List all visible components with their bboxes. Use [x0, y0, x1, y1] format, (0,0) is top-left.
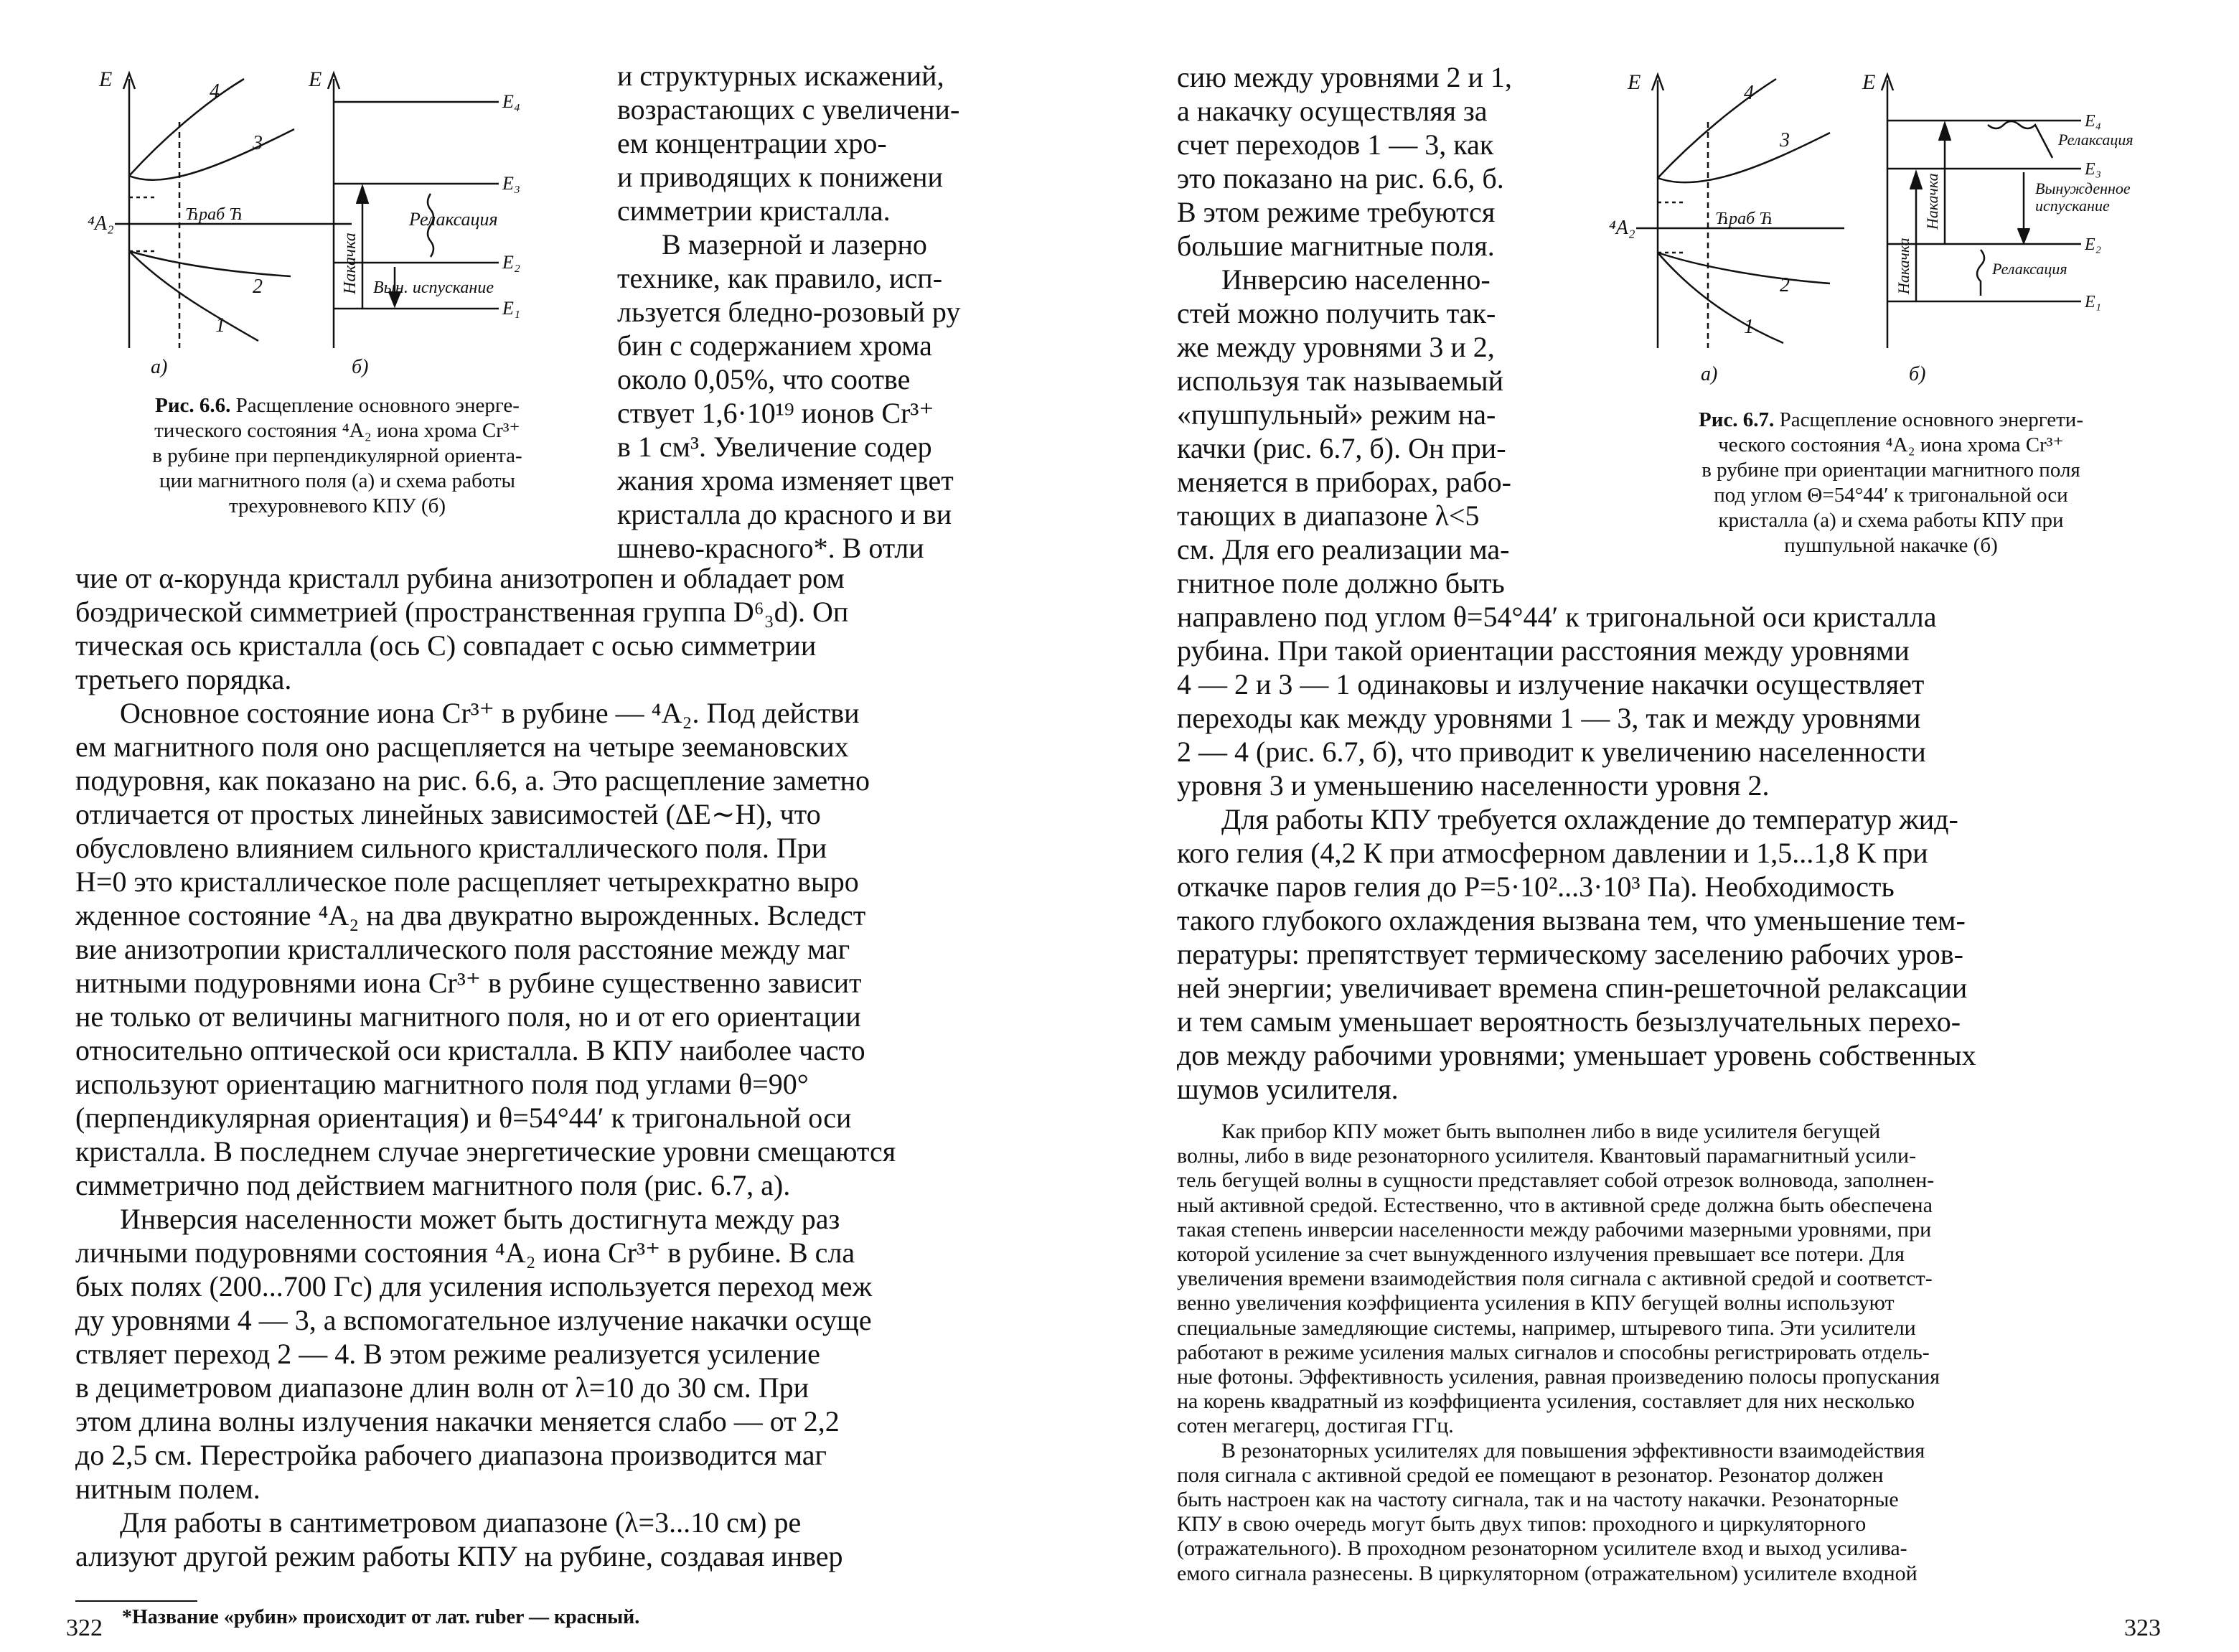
text-line: а накачку осуществляя за [1177, 95, 1488, 127]
text-line: ные фотоны. Эффективность усиления, равная произведению полосы пропускания [1177, 1365, 1940, 1389]
text-line: и структурных искажений, [617, 60, 944, 92]
text-line: направлено под углом θ=54°44′ к тригональной оси кристалла [1177, 601, 1937, 633]
field-label: Ћраб Ћ [185, 205, 243, 224]
text-line: тающих в диапазоне λ<5 [1177, 499, 1480, 532]
text-line: специальные замедляющие системы, например, штыревого типа. Эти усилители [1177, 1315, 1916, 1340]
text-line: поля сигнала с активной средой ее помещают в резонатор. Резонатор должен [1177, 1463, 1884, 1487]
text-line: ствляет переход 2 — 4. В этом режиме реализуется усиление [75, 1338, 820, 1370]
text-line: работают в режиме усиления малых сигналов и способны регистрировать отдель- [1177, 1340, 1930, 1364]
page-number-right: 323 [2124, 1615, 2161, 1641]
right-narrow-column [1177, 60, 1579, 600]
text-line: ем концентрации хро- [617, 127, 887, 159]
stimulated-emission-label-1: Вынужденное [2035, 179, 2131, 197]
curve-label-1: 1 [215, 314, 225, 337]
text-line: не только от величины магнитного поля, но и от его ориентации [75, 1000, 861, 1033]
pump-label-1: Накачка [1895, 238, 1912, 294]
text-line: и приводящих к понижени [617, 161, 943, 193]
text-line: возрастающих с увеличени- [617, 93, 960, 126]
text-line: симметрично под действием магнитного поля (рис. 6.7, а). [75, 1169, 791, 1201]
figure-6-6-caption [72, 393, 603, 519]
page-right [1120, 0, 2239, 1652]
caption-line: Расщепление основного энерге- [235, 394, 520, 417]
text-line: это показано на рис. 6.6, б. [1177, 162, 1504, 194]
level-e4-label: E₄ [502, 91, 520, 112]
curve-label-1: 1 [1744, 316, 1754, 338]
curve-label-3: 3 [1780, 129, 1790, 151]
text-line: «пушпульный» режим на- [1177, 398, 1496, 431]
text-line: жания хрома изменяет цвет [617, 464, 954, 497]
relaxation-label: Релаксация [409, 209, 498, 230]
caption-line: трехуровневого КПУ (б) [228, 494, 446, 517]
text-line: пературы: препятствует термическому заселению рабочих уров- [1177, 938, 1963, 970]
text-line: волны, либо в виде резонаторного усилителя. Квантовый парамагнитный усили- [1177, 1144, 1917, 1168]
caption-number: Рис. 6.6. [155, 394, 231, 417]
text-line: Основное состояние иона Cr³⁺ в рубине — ⁴A₂. Под действи [120, 697, 860, 729]
text-line: отличается от простых линейных зависимостей (ΔE∼H), что [75, 798, 821, 830]
caption-line: кристалла (а) и схема работы КПУ при [1718, 509, 2064, 532]
text-line: увеличения времени взаимодействия поля сигнала с активной средой и соответст- [1177, 1267, 1933, 1291]
text-line: до 2,5 см. Перестройка рабочего диапазона производится маг [75, 1439, 827, 1471]
text-line: стей можно получить так- [1177, 297, 1496, 329]
text-line: ней энергии; увеличивает времена спин-решеточной релаксации [1177, 972, 1968, 1004]
caption-line: Расщепление основного энергети- [1779, 408, 2083, 431]
text-line: чие от α-корунда кристалл рубина анизотропен и обладает ром [75, 562, 845, 594]
text-line: около 0,05%, что соотве [617, 363, 911, 395]
text-line: обусловлено влиянием сильного кристаллического поля. При [75, 832, 827, 864]
subfig-a-label: а) [151, 356, 168, 378]
relaxation-label-2: Релаксация [1992, 260, 2067, 278]
level-e3-label: E₃ [2085, 160, 2102, 179]
text-line: личными подуровнями состояния ⁴A₂ иона Cr³⁺ в рубине. В сла [75, 1236, 855, 1269]
text-line: см. Для его реализации ма- [1177, 533, 1510, 565]
text-line: боэдрической симметрией (пространственная группа D⁶₃d). Оп [75, 596, 849, 628]
text-line: которой усиление за счет вынужденного излучения превышает все потери. Для [1177, 1242, 1905, 1267]
text-line: меняется в приборах, рабо- [1177, 466, 1511, 498]
level-e1-label: E₁ [502, 298, 520, 319]
text-line: Для работы в сантиметровом диапазоне (λ=3...10 см) ре [120, 1506, 802, 1539]
text-line: используя так называемый [1177, 365, 1504, 397]
text-line: H=0 это кристаллическое поле расщепляет четырехкратно выро [75, 865, 859, 898]
text-line: тель бегущей волны в сущности представляет собой отрезок волновода, заполнен- [1177, 1168, 1935, 1193]
text-line: жденное состояние ⁴A₂ на два двукратно вырожденных. Вследст [75, 899, 866, 931]
text-line: в 1 см³. Увеличение содер [617, 431, 932, 463]
curve-label-3: 3 [253, 132, 263, 154]
text-line: кого гелия (4,2 К при атмосферном давлении и 1,5...1,8 К при [1177, 837, 1928, 869]
text-line: рубина. При такой ориентации расстояния между уровнями [1177, 634, 1910, 667]
text-line: такого глубокого охлаждения вызвана тем, что уменьшение тем- [1177, 904, 1966, 937]
curve-label-2: 2 [1780, 274, 1790, 296]
subfig-a-label: а) [1701, 363, 1718, 385]
level-e2-label: E₂ [2085, 235, 2102, 254]
text-line: 4 — 2 и 3 — 1 одинаковы и излучение накачки осуществляет [1177, 668, 1925, 700]
left-main-text [75, 561, 1051, 1573]
text-line: шнево-красного*. В отли [617, 532, 924, 564]
text-line: быть настроен как на частоту сигнала, так и на частоту накачки. Резонаторные [1177, 1488, 1899, 1512]
footnote: *Название «рубин» происходит от лат. ruber — красный. [122, 1606, 640, 1628]
right-small-print [1177, 1120, 2167, 1586]
text-line: относительно оптической оси кристалла. В КПУ наиболее часто [75, 1034, 865, 1066]
text-line: Инверсию населенно- [1221, 263, 1491, 296]
axis-e-label-b: E [309, 67, 322, 91]
level-term-label: ⁴A₂ [88, 212, 114, 235]
text-line: используют ориентацию магнитного поля под углами θ=90° [75, 1068, 809, 1100]
text-line: бых полях (200...700 Гс) для усиления используется переход меж [75, 1270, 873, 1303]
text-line: (перпендикулярная ориентация) и θ=54°44′ к тригональной оси [75, 1102, 852, 1134]
text-line: тическая ось кристалла (ось C) совпадает с осью симметрии [75, 629, 817, 662]
curve-label-4: 4 [1744, 82, 1754, 104]
text-line: нитным полем. [75, 1473, 260, 1505]
text-line: кристалла до красного и ви [617, 498, 952, 530]
figure-6-7-diagram [1607, 65, 2167, 402]
text-line: ный активной средой. Естественно, что в активной среде должна быть обеспечена [1177, 1193, 1933, 1217]
text-line: (отражательного). В проходном резонаторном усилителе вход и выход усилива- [1177, 1536, 1907, 1561]
text-line: сотен мегагерц, достигая ГГц. [1177, 1414, 1454, 1438]
caption-line: ции магнитного поля (а) и схема работы [159, 469, 516, 492]
text-line: В мазерной и лазерно [662, 228, 927, 261]
text-line: в дециметровом диапазоне длин волн от λ=10 до 30 см. При [75, 1371, 809, 1404]
text-line: переходы как между уровнями 1 — 3, так и между уровнями [1177, 702, 1921, 734]
text-line: ем магнитного поля оно расщепляется на четыре зеемановских [75, 731, 849, 763]
subfig-b-label: б) [1909, 363, 1926, 385]
text-line: 2 — 4 (рис. 6.7, б), что приводит к увеличению населенности [1177, 736, 1926, 768]
level-e4-label: E₄ [2085, 112, 2102, 131]
text-line: кристалла. В последнем случае энергетические уровни смещаются [75, 1135, 896, 1168]
axis-e-label: E [99, 67, 113, 91]
caption-number: Рис. 6.7. [1699, 408, 1775, 431]
right-main-text [1177, 600, 2167, 1106]
pump-label: Накачка [341, 233, 360, 294]
text-line: вие анизотропии кристаллического поля расстояние между маг [75, 933, 850, 965]
text-line: этом длина волны излучения накачки меняется слабо — от 2,2 [75, 1405, 840, 1437]
text-line: В этом режиме требуются [1177, 196, 1496, 228]
text-line: откачке паров гелия до P=5·10²...3·10³ Па). Необходимость [1177, 870, 1895, 903]
text-line: Как прибор КПУ может быть выполнен либо в виде усилителя бегущей [1221, 1120, 1881, 1143]
text-line: такая степень инверсии населенности между рабочими мазерными уровнями, при [1177, 1217, 1932, 1242]
caption-line: тического состояния ⁴A₂ иона хрома Cr³⁺ [154, 419, 520, 442]
field-label: Ћраб Ћ [1715, 210, 1773, 228]
text-line: большие магнитные поля. [1177, 230, 1495, 262]
text-line: подуровня, как показано на рис. 6.6, а. Это расщепление заметно [75, 764, 870, 797]
caption-line: в рубине при перпендикулярной ориента- [152, 444, 522, 467]
text-line: Для работы КПУ требуется охлаждение до температур жид- [1221, 803, 1958, 835]
page-number-left: 322 [66, 1615, 103, 1641]
text-line: ствует 1,6·10¹⁹ ионов Cr³⁺ [617, 397, 934, 429]
stimulated-emission-label: Вын. испускание [373, 278, 494, 297]
text-line: дов между рабочими уровнями; уменьшает уровень собственных [1177, 1039, 1976, 1071]
stimulated-emission-label-2: испускание [2035, 197, 2110, 215]
text-line: льзуется бледно-розовый ру [617, 296, 961, 328]
text-line: симметрии кристалла. [617, 194, 891, 227]
figure-6-6-diagram [86, 57, 588, 380]
text-line: сию между уровнями 2 и 1, [1177, 61, 1512, 93]
text-line: бин с содержанием хрома [617, 329, 932, 362]
level-e1-label: E₁ [2085, 293, 2102, 311]
figure-6-7 [1607, 65, 2167, 402]
text-line: технике, как правило, исп- [617, 262, 943, 294]
text-line: и тем самым уменьшает вероятность безызлучательных перехо- [1177, 1005, 1961, 1038]
footnote-rule [75, 1600, 197, 1602]
text-line: ду уровнями 4 — 3, а вспомогательное излучение накачки осуще [75, 1304, 872, 1336]
text-line: КПУ в свою очередь могут быть двух типов: проходного и циркуляторного [1177, 1512, 1867, 1536]
figure-6-6 [86, 57, 588, 380]
text-line: счет переходов 1 — 3, как [1177, 128, 1494, 161]
text-line: В резонаторных усилителях для повышения эффективности взаимодействия [1221, 1438, 1925, 1463]
text-line: венно увеличения коэффициента усиления в КПУ бегущей волны используют [1177, 1291, 1895, 1315]
caption-line: в рубине при ориентации магнитного поля [1701, 459, 2080, 482]
text-line: же между уровнями 3 и 2, [1177, 331, 1495, 363]
text-line: гнитное поле должно быть [1177, 567, 1505, 599]
text-line: на корень квадратный из коэффициента усиления, составляет для них несколько [1177, 1389, 1915, 1414]
pump-label-2: Накачка [1923, 173, 1941, 230]
level-e3-label: E₃ [502, 173, 520, 194]
text-line: ализуют другой режим работы КПУ на рубине, создавая инвер [75, 1540, 843, 1572]
text-line: емого сигнала разнесены. В циркуляторном (отражательном) усилителе входной [1177, 1561, 1918, 1585]
text-line: уровня 3 и уменьшению населенности уровня 2. [1177, 769, 1770, 802]
text-line: качки (рис. 6.7, б). Он при- [1177, 432, 1506, 464]
level-term-label: ⁴A₂ [1609, 217, 1635, 239]
text-line: нитными подуровнями иона Cr³⁺ в рубине существенно зависит [75, 967, 862, 999]
subfig-b-label: б) [352, 356, 369, 378]
level-e2-label: E₂ [502, 252, 520, 273]
curve-label-2: 2 [253, 276, 263, 298]
axis-e-label-b: E [1862, 70, 1876, 94]
text-line: Инверсия населенности может быть достигнута между раз [120, 1203, 840, 1235]
caption-line: пушпульной накачке (б) [1784, 534, 1998, 557]
relaxation-label-1: Релаксация [2058, 131, 2134, 149]
text-line: шумов усилителя. [1177, 1073, 1399, 1105]
caption-line: под углом Θ=54°44′ к тригональной оси [1714, 484, 2068, 507]
left-narrow-column [617, 59, 1048, 565]
text-line: третьего порядка. [75, 663, 292, 695]
figure-6-7-caption [1615, 408, 2167, 558]
caption-line: ческого состояния ⁴A₂ иона хрома Cr³⁺ [1718, 433, 2064, 456]
curve-label-4: 4 [210, 80, 220, 103]
axis-e-label: E [1628, 70, 1641, 94]
